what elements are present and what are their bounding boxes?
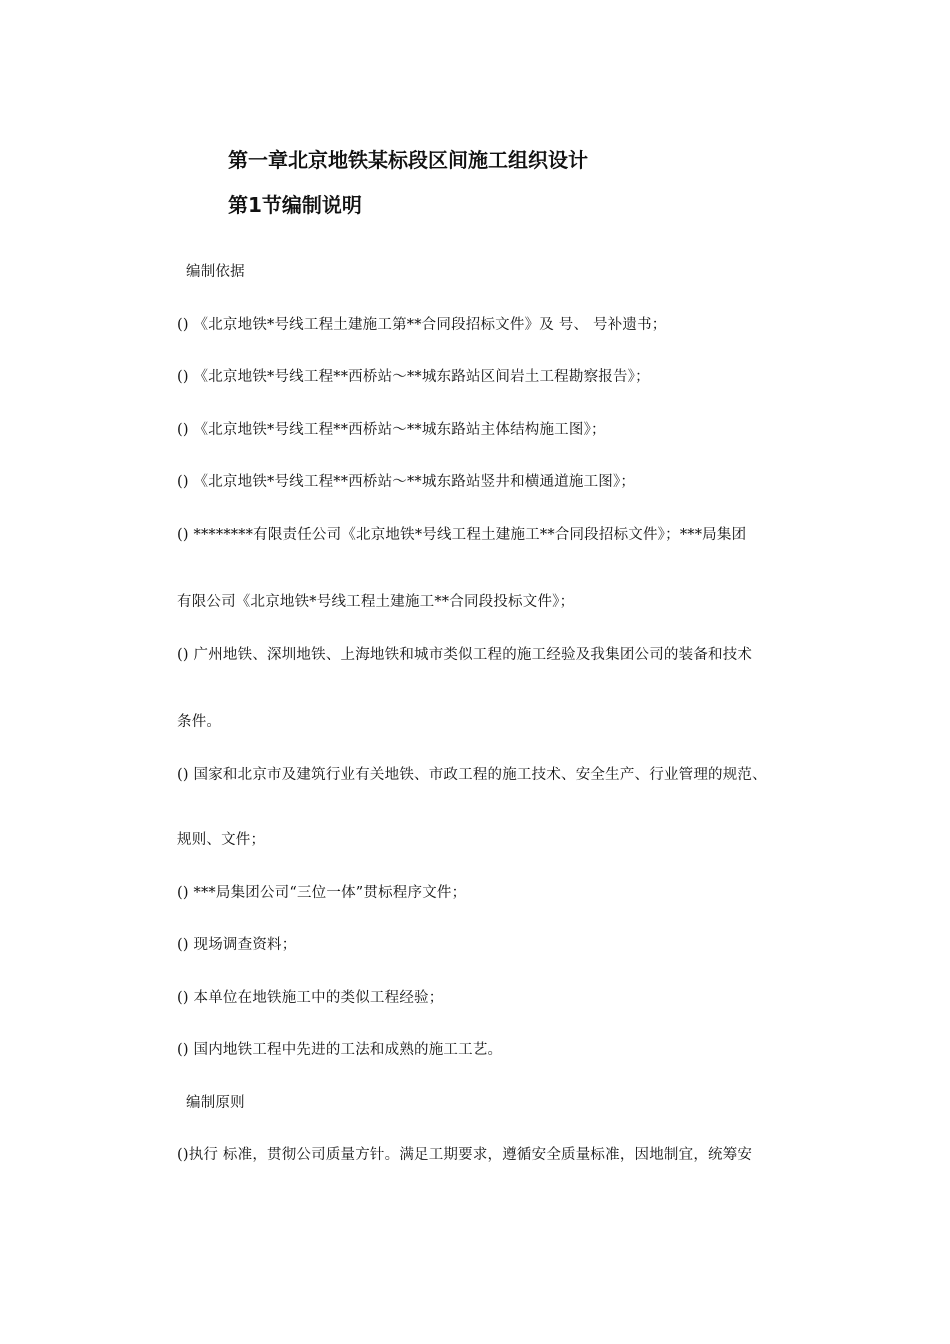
section-title: 第1节编制说明: [228, 193, 362, 217]
basis-item: () 现场调查资料；: [177, 937, 297, 953]
basis-item: () 国内地铁工程中先进的工法和成熟的施工工艺。: [177, 1042, 503, 1058]
basis-item: () 国家和北京市及建筑行业有关地铁、市政工程的施工技术、安全生产、行业管理的规范、: [177, 767, 767, 783]
basis-item: () 《北京地铁*号线工程土建施工第**合同段招标文件》及 号、 号补遗书；: [177, 317, 667, 333]
basis-item-continuation: 条件。: [177, 714, 222, 730]
basis-item-continuation: 规则、文件；: [177, 832, 266, 848]
basis-item: () ********有限责任公司《北京地铁*号线工程土建施工**合同段招标文件》；***局集团: [177, 527, 747, 543]
principles-item: ()执行 标准，贯彻公司质量方针。满足工期要求，遵循安全质量标准，因地制宜，统筹安: [177, 1147, 753, 1163]
basis-item: () 本单位在地铁施工中的类似工程经验；: [177, 990, 444, 1006]
basis-item: () ***局集团公司“三位一体”贯标程序文件；: [177, 885, 467, 901]
basis-heading: 编制依据: [186, 264, 245, 280]
basis-item-continuation: 有限公司《北京地铁*号线工程土建施工**合同段投标文件》；: [177, 594, 575, 610]
basis-item: () 《北京地铁*号线工程**西桥站～**城东路站区间岩土工程勘察报告》；: [177, 369, 650, 385]
basis-item: () 广州地铁、深圳地铁、上海地铁和城市类似工程的施工经验及我集团公司的装备和技术: [177, 647, 753, 663]
chapter-title: 第一章北京地铁某标段区间施工组织设计: [228, 148, 588, 172]
basis-item: () 《北京地铁*号线工程**西桥站～**城东路站竖井和横通道施工图》；: [177, 474, 636, 490]
basis-item: () 《北京地铁*号线工程**西桥站～**城东路站主体结构施工图》；: [177, 422, 606, 438]
principles-heading: 编制原则: [186, 1095, 245, 1111]
